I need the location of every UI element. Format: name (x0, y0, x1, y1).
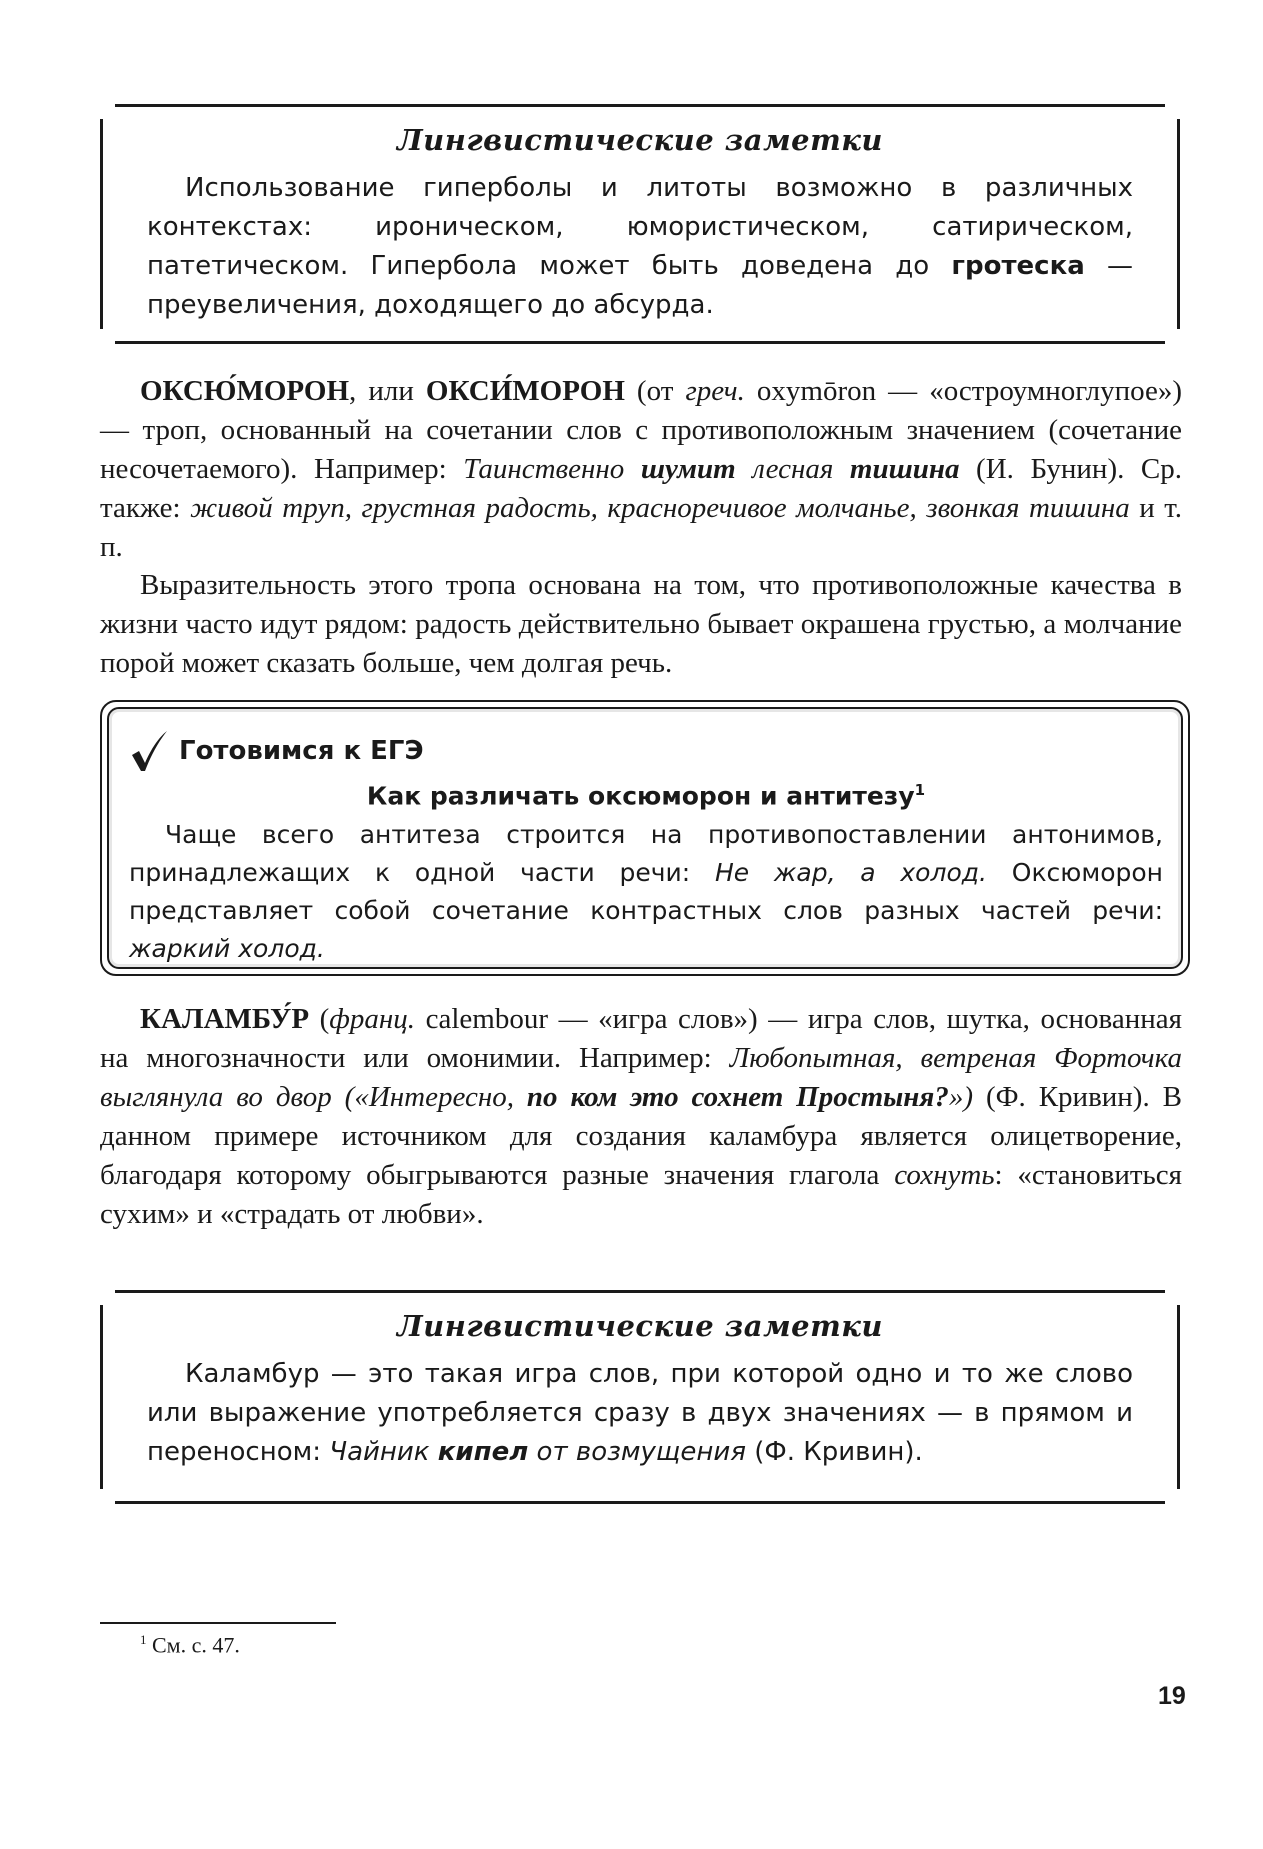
exam-prep-box (100, 700, 1190, 976)
exam-subtitle: Как различать оксюморон и антитезу$^1$ (366, 781, 926, 811)
footnote: $^1$ См. с. 47. (140, 1632, 240, 1658)
note-text: Каламбур — это такая игра слов, при которой одно и то же слово или выражение употребляется сразу в двух значениях — в прямом и переносном: Чайник кипел от возмущения (Ф. Кривин). (147, 1359, 1133, 1467)
footnote-divider (100, 1622, 336, 1624)
exam-text: Чаще всего антитеза строится на противопоставлении антонимов, принадлежащих к одной части речи: Не жар, а холод. Оксюморон представляет собой сочетание контрастных слов разных частей речи: жаркий холод. (129, 820, 1163, 964)
note-title: Лингвистические заметки (396, 1309, 884, 1343)
oxymoron-definition: ОКСЮ́МОРОН, или ОКСИ́МОРОН (от греч. oxymōron — «остроумноглупое») — троп, основанный на сочетании слов с противоположным значением (сочетание несочетаемого). Например: Таинственно шумит лесная тишина (И. Бунин). Ср. также: живой труп, грустная радость, красноречивое молчанье, звонкая тишина и т. п. (100, 375, 1183, 563)
note-title: Лингвистические заметки (396, 123, 884, 157)
page-number: 19 (1158, 1682, 1186, 1710)
note-text: Использование гиперболы и литоты возможно в различных контекстах: ироническом, юмористическом, сатирическом, патетическом. Гипербола может быть доведена до гротеска — преувеличения, доходящего до абсурда. (147, 173, 1133, 320)
linguistic-note-box (100, 104, 1180, 344)
pun-definition: КАЛАМБУ́Р (франц. calembour — «игра слов») — игра слов, шутка, основанная на многозначности или омонимии. Например: Любопытная, ветреная Форточка выглянула во двор («Интересно, по ком это сохнет Простыня?») (Ф. Кривин). В данном примере источником для создания каламбура является олицетворение, благодаря которому обыгрываются разные значения глагола сохнуть: «становиться сухим» и «страдать от любви». (100, 1003, 1182, 1230)
oxymoron-explanation: Выразительность этого тропа основана на том, что противоположные качества в жизни часто идут рядом: радость действительно бывает окрашена грустью, а молчание порой может сказать больше, чем долгая речь. (100, 569, 1182, 679)
checkmark-icon (129, 729, 169, 773)
linguistic-note-box (100, 1290, 1180, 1504)
exam-title: Готовимся к ЕГЭ (179, 736, 424, 766)
